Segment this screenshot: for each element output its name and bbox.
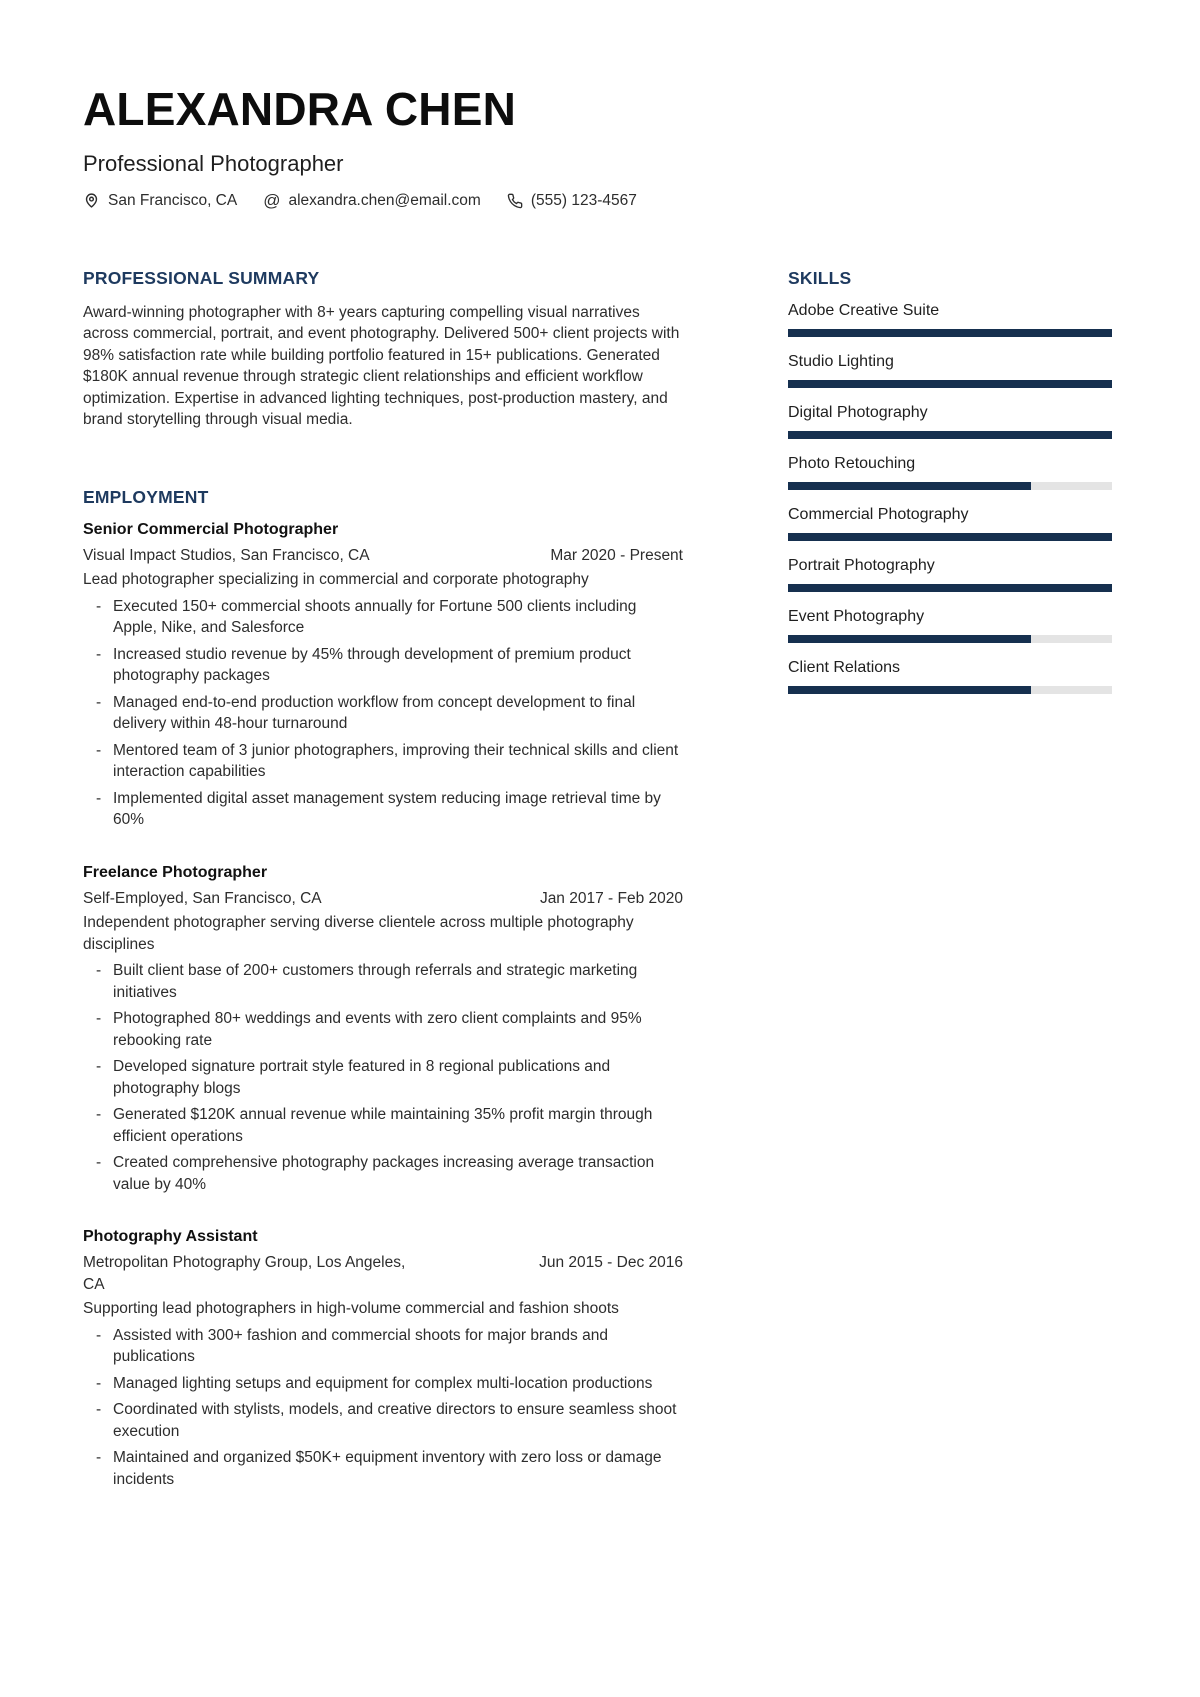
- bullet-text: Built client base of 200+ customers through referrals and strategic marketing initiatives: [113, 962, 638, 1001]
- resume-header: [83, 84, 1112, 210]
- job-entry: [83, 1228, 683, 1490]
- skill-bar-fill: [788, 329, 1112, 337]
- skill-bar-fill: [788, 635, 1031, 643]
- job-bullet: [83, 740, 683, 783]
- job-bullet: [83, 1325, 683, 1368]
- job-meta-row: [83, 888, 683, 910]
- bullet-dash: -: [96, 1154, 102, 1172]
- bullet-dash: -: [96, 789, 102, 807]
- job-entry: [83, 864, 683, 1196]
- skill-item: [788, 404, 1112, 439]
- bullet-dash: -: [96, 1326, 102, 1344]
- bullet-dash: -: [96, 645, 102, 663]
- skill-bar-fill: [788, 584, 1112, 592]
- job-bullet: [83, 960, 683, 1003]
- job-entry: [83, 521, 683, 831]
- skill-item: [788, 455, 1112, 490]
- job-bullet: [83, 1373, 683, 1395]
- skill-bar-track: [788, 431, 1112, 439]
- employment-section: [83, 487, 683, 1491]
- bullet-text: Developed signature portrait style featured in 8 regional publications and photography blogs: [113, 1058, 611, 1097]
- skill-bar-fill: [788, 431, 1112, 439]
- job-description: Lead photographer specializing in commercial and corporate photography: [83, 571, 589, 589]
- contact-phone-text: (555) 123-4567: [530, 191, 637, 209]
- bullet-text: Maintained and organized $50K+ equipment inventory with zero loss or damage incidents: [113, 1449, 662, 1488]
- job-title: Freelance Photographer: [83, 863, 268, 881]
- skill-item: [788, 353, 1112, 388]
- skill-name: Client Relations: [788, 658, 901, 676]
- contact-email: [263, 192, 481, 210]
- job-bullets: [83, 960, 683, 1195]
- bullet-text: Generated $120K annual revenue while maintaining 35% profit margin through efficient operations: [113, 1106, 653, 1145]
- job-description: Independent photographer serving diverse clientele across multiple photography disciplines: [83, 914, 634, 953]
- job-company: Self-Employed, San Francisco, CA: [83, 889, 322, 907]
- skills-list: [788, 302, 1112, 694]
- skill-bar-fill: [788, 686, 1031, 694]
- bullet-text: Photographed 80+ weddings and events with zero client complaints and 95% rebooking rate: [113, 1010, 642, 1049]
- employment-heading: EMPLOYMENT: [83, 486, 209, 507]
- job-dates: Mar 2020 - Present: [550, 546, 683, 564]
- skills-heading: SKILLS: [788, 267, 852, 288]
- main-column: [83, 268, 683, 1491]
- bullet-text: Created comprehensive photography packages increasing average transaction value by 40%: [113, 1154, 655, 1193]
- skill-item: [788, 659, 1112, 694]
- bullet-text: Executed 150+ commercial shoots annually for Fortune 500 clients including Apple, Nike, and Salesforce: [113, 597, 637, 637]
- job-bullet: [83, 1104, 683, 1147]
- contact-email-text: alexandra.chen@email.com: [288, 191, 481, 209]
- skill-bar-track: [788, 380, 1112, 388]
- sidebar-column: [788, 268, 1112, 1491]
- bullet-text: Increased studio revenue by 45% through development of premium product photography packages: [113, 645, 631, 685]
- skill-bar-track: [788, 584, 1112, 592]
- job-bullet: [83, 1008, 683, 1051]
- email-at-icon: @: [263, 191, 281, 211]
- skill-name: Portrait Photography: [788, 556, 935, 574]
- job-bullet: [83, 1447, 683, 1490]
- bullet-text: Mentored team of 3 junior photographers, improving their technical skills and client interaction capabilities: [113, 741, 679, 781]
- contact-row: [83, 192, 1112, 210]
- job-title: Senior Commercial Photographer: [83, 520, 339, 538]
- candidate-name: ALEXANDRA CHEN: [83, 83, 516, 135]
- job-bullet: [83, 1399, 683, 1442]
- skill-bar-fill: [788, 380, 1112, 388]
- bullet-dash: -: [96, 1058, 102, 1076]
- jobs-list: [83, 521, 683, 1491]
- skill-name: Event Photography: [788, 607, 925, 625]
- bullet-dash: -: [96, 1449, 102, 1467]
- job-meta-row: [83, 545, 683, 567]
- job-bullets: [83, 1325, 683, 1491]
- bullet-dash: -: [96, 597, 102, 615]
- bullet-text: Managed lighting setups and equipment for complex multi-location productions: [113, 1374, 653, 1392]
- content-columns: [83, 268, 1112, 1491]
- skill-name: Commercial Photography: [788, 505, 969, 523]
- job-bullet: [83, 596, 683, 639]
- bullet-dash: -: [96, 1010, 102, 1028]
- bullet-dash: -: [96, 693, 102, 711]
- contact-phone: [507, 192, 637, 210]
- contact-location: [83, 192, 237, 210]
- skill-bar-track: [788, 686, 1112, 694]
- contact-location-text: San Francisco, CA: [108, 191, 238, 209]
- job-bullet: [83, 788, 683, 831]
- bullet-text: Coordinated with stylists, models, and creative directors to ensure seamless shoot execution: [113, 1401, 677, 1440]
- skill-item: [788, 608, 1112, 643]
- skill-item: [788, 506, 1112, 541]
- job-title: Photography Assistant: [83, 1228, 258, 1246]
- skill-bar-track: [788, 482, 1112, 490]
- summary-heading: PROFESSIONAL SUMMARY: [83, 267, 320, 288]
- bullet-dash: -: [96, 1374, 102, 1392]
- job-dates: Jan 2017 - Feb 2020: [539, 889, 683, 907]
- job-company: Visual Impact Studios, San Francisco, CA: [83, 546, 370, 564]
- phone-icon: [507, 193, 523, 209]
- skill-name: Photo Retouching: [788, 454, 916, 472]
- skill-bar-fill: [788, 533, 1112, 541]
- job-dates: Jun 2015 - Dec 2016: [539, 1254, 683, 1272]
- skill-name: Studio Lighting: [788, 352, 894, 370]
- bullet-text: Assisted with 300+ fashion and commercial shoots for major brands and publications: [113, 1326, 608, 1366]
- bullet-dash: -: [96, 1401, 102, 1419]
- bullet-dash: -: [96, 962, 102, 980]
- summary-section: [83, 268, 683, 431]
- bullet-dash: -: [96, 741, 102, 759]
- job-bullet: [83, 644, 683, 687]
- summary-text: Award-winning photographer with 8+ years capturing compelling visual narratives across commercial, portrait, and event photography. Delivered 500+ client projects with 98% satisfaction rate while building portfolio featured in 15+ publications. Generated $180K annual revenue through strategic client relationships and efficient workflow optimization. Expertise in advanced lighting techniques, post-production mastery, and brand storytelling through visual media.: [83, 303, 680, 429]
- candidate-title: Professional Photographer: [83, 150, 344, 176]
- bullet-dash: -: [96, 1106, 102, 1124]
- job-bullet: [83, 692, 683, 735]
- skill-bar-track: [788, 533, 1112, 541]
- job-bullet: [83, 1056, 683, 1099]
- job-description: Supporting lead photographers in high-volume commercial and fashion shoots: [83, 1300, 619, 1318]
- bullet-text: Managed end-to-end production workflow from concept development to final delivery within 48-hour turnaround: [113, 693, 636, 733]
- bullet-text: Implemented digital asset management system reducing image retrieval time by 60%: [113, 789, 661, 829]
- skill-name: Adobe Creative Suite: [788, 301, 940, 319]
- skill-bar-fill: [788, 482, 1031, 490]
- skill-item: [788, 557, 1112, 592]
- skill-name: Digital Photography: [788, 403, 928, 421]
- skills-section: [788, 268, 1112, 694]
- job-meta-row: [83, 1252, 683, 1295]
- job-bullet: [83, 1152, 683, 1195]
- job-bullets: [83, 596, 683, 831]
- skill-bar-track: [788, 635, 1112, 643]
- job-company: Metropolitan Photography Group, Los Angeles, CA: [83, 1254, 406, 1293]
- skill-item: [788, 302, 1112, 337]
- location-pin-icon: [83, 192, 100, 209]
- skill-bar-track: [788, 329, 1112, 337]
